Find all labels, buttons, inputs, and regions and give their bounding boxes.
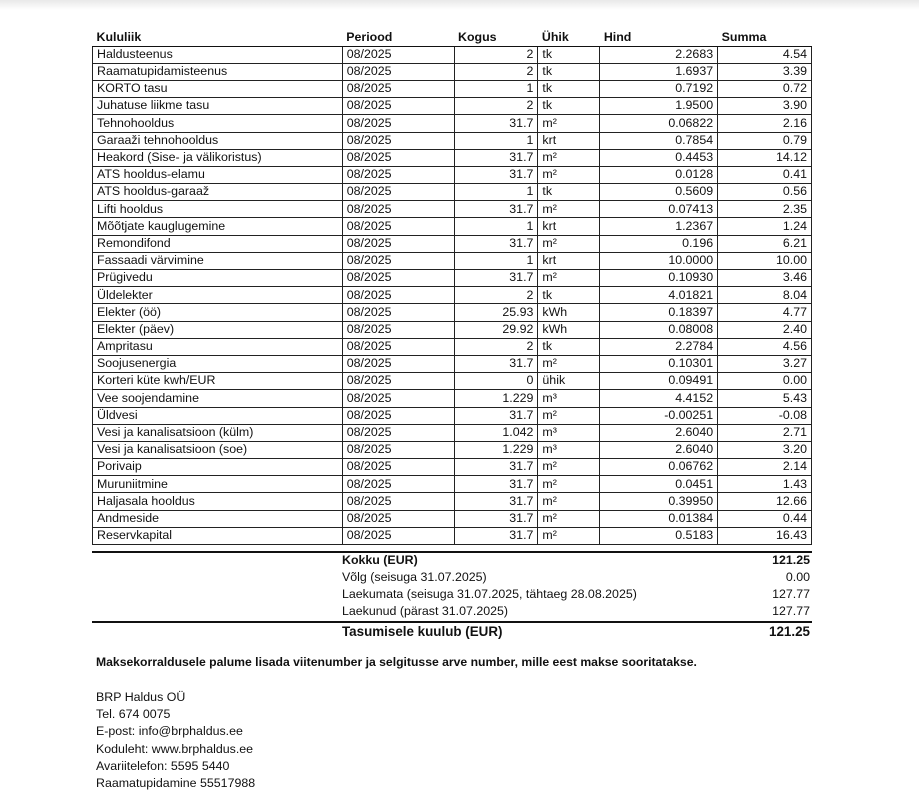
cell-price: 0.4453 (600, 149, 718, 166)
cell-price: 0.18397 (600, 304, 718, 321)
cell-price: 1.2367 (600, 218, 718, 235)
cell-sum: 10.00 (718, 252, 812, 269)
cell-sum: 3.27 (718, 355, 812, 372)
debt-label: Võlg (seisuga 31.07.2025) (342, 570, 487, 584)
received-row (342, 603, 810, 619)
cell-qty: 31.7 (454, 527, 538, 544)
debt-row (342, 569, 810, 585)
cell-sum: 3.39 (718, 63, 812, 80)
table-row (93, 46, 812, 63)
header-period: Periood (342, 30, 454, 46)
due-label: Laekumata (seisuga 31.07.2025, tähtaeg 28.08.2025) (342, 587, 637, 601)
cell-unit: tk (538, 98, 600, 115)
cell-qty: 31.7 (454, 355, 538, 372)
cell-sum: 3.46 (718, 270, 812, 287)
cell-price: 2.2683 (600, 46, 718, 63)
debt-value: 0.00 (785, 570, 810, 584)
cell-unit: tk (538, 338, 600, 355)
total-row (342, 552, 810, 568)
cell-unit: m² (538, 166, 600, 183)
cell-name: Mõõtjate kauglugemine (93, 218, 343, 235)
table-row (93, 98, 812, 115)
table-row (93, 218, 812, 235)
table-row (93, 373, 812, 390)
header-unit: Ühik (538, 30, 600, 46)
cell-unit: m² (538, 149, 600, 166)
table-row (93, 355, 812, 372)
table-row (93, 338, 812, 355)
cell-period: 08/2025 (342, 132, 454, 149)
cell-name: Heakord (Sise- ja välikoristus) (93, 149, 343, 166)
cell-qty: 2 (454, 46, 538, 63)
table-row (93, 115, 812, 132)
cell-qty: 31.7 (454, 149, 538, 166)
table-row (93, 510, 812, 527)
table-row (93, 407, 812, 424)
header-qty: Kogus (454, 30, 538, 46)
cell-period: 08/2025 (342, 218, 454, 235)
header-name: Kululiik (93, 30, 343, 46)
cell-period: 08/2025 (342, 252, 454, 269)
cell-unit: tk (538, 46, 600, 63)
cell-unit: m² (538, 235, 600, 252)
cell-sum: 2.40 (718, 321, 812, 338)
table-row (93, 201, 812, 218)
cell-name: KORTO tasu (93, 80, 343, 97)
company-info (96, 689, 496, 792)
cell-period: 08/2025 (342, 166, 454, 183)
cell-sum: 4.56 (718, 338, 812, 355)
cell-sum: 2.14 (718, 459, 812, 476)
received-value: 127.77 (772, 604, 810, 618)
cell-qty: 31.7 (454, 201, 538, 218)
cell-price: 0.09491 (600, 373, 718, 390)
cell-name: Üldelekter (93, 287, 343, 304)
cell-price: 0.01384 (600, 510, 718, 527)
cell-sum: 0.44 (718, 510, 812, 527)
cell-unit: m² (538, 115, 600, 132)
cell-period: 08/2025 (342, 510, 454, 527)
table-row (93, 149, 812, 166)
cell-sum: 1.24 (718, 218, 812, 235)
cell-sum: 0.00 (718, 373, 812, 390)
company-emergency-phone: Avariitelefon: 5595 5440 (96, 758, 230, 773)
header-sum: Summa (718, 30, 812, 46)
top-shadow (0, 0, 919, 10)
cell-name: Prügivedu (93, 270, 343, 287)
cell-sum: 0.72 (718, 80, 812, 97)
cell-period: 08/2025 (342, 80, 454, 97)
cell-unit: m³ (538, 424, 600, 441)
cell-period: 08/2025 (342, 270, 454, 287)
table-row (93, 527, 812, 544)
cell-qty: 31.7 (454, 459, 538, 476)
cell-sum: -0.08 (718, 407, 812, 424)
table-body (93, 46, 812, 544)
cell-unit: ühik (538, 373, 600, 390)
cell-price: 10.0000 (600, 252, 718, 269)
table-row (93, 235, 812, 252)
cell-name: Porivaip (93, 459, 343, 476)
table-row (93, 321, 812, 338)
cell-unit: tk (538, 184, 600, 201)
cell-qty: 1 (454, 252, 538, 269)
cell-period: 08/2025 (342, 390, 454, 407)
cell-period: 08/2025 (342, 287, 454, 304)
cell-price: 0.39950 (600, 493, 718, 510)
cell-period: 08/2025 (342, 184, 454, 201)
cell-unit: tk (538, 287, 600, 304)
cell-period: 08/2025 (342, 201, 454, 218)
cell-period: 08/2025 (342, 98, 454, 115)
cell-period: 08/2025 (342, 46, 454, 63)
due-value: 127.77 (772, 587, 810, 601)
cell-sum: 2.16 (718, 115, 812, 132)
cell-unit: m² (538, 476, 600, 493)
cell-sum: 12.66 (718, 493, 812, 510)
cell-unit: m² (538, 201, 600, 218)
cell-price: 2.2784 (600, 338, 718, 355)
cell-qty: 1 (454, 132, 538, 149)
header-price: Hind (600, 30, 718, 46)
cell-name: Vesi ja kanalisatsioon (soe) (93, 441, 343, 458)
company-accounting-phone: Raamatupidamine 55517988 (96, 775, 256, 790)
table-row (93, 304, 812, 321)
cell-sum: 4.54 (718, 46, 812, 63)
cell-name: Garaaži tehnohooldus (93, 132, 343, 149)
cell-unit: m² (538, 355, 600, 372)
cell-name: Tehnohooldus (93, 115, 343, 132)
cell-price: 0.08008 (600, 321, 718, 338)
table-row (93, 493, 812, 510)
cell-unit: tk (538, 63, 600, 80)
cell-unit: kWh (538, 304, 600, 321)
cell-qty: 31.7 (454, 476, 538, 493)
cell-name: Elekter (päev) (93, 321, 343, 338)
cell-unit: m² (538, 510, 600, 527)
cell-qty: 2 (454, 63, 538, 80)
table-row (93, 63, 812, 80)
cell-sum: 4.77 (718, 304, 812, 321)
cell-qty: 31.7 (454, 235, 538, 252)
received-label: Laekunud (pärast 31.07.2025) (342, 604, 509, 618)
company-phone: Tel. 674 0075 (96, 707, 171, 722)
cell-qty: 2 (454, 338, 538, 355)
cell-price: 0.07413 (600, 201, 718, 218)
cell-name: Korteri küte kwh/EUR (93, 373, 343, 390)
cell-name: Ampritasu (93, 338, 343, 355)
charges-table (92, 30, 812, 545)
cell-period: 08/2025 (342, 459, 454, 476)
cell-unit: m² (538, 527, 600, 544)
table-row (93, 424, 812, 441)
cell-sum: 2.35 (718, 201, 812, 218)
cell-name: Üldvesi (93, 407, 343, 424)
cell-unit: tk (538, 80, 600, 97)
cell-name: Soojusenergia (93, 355, 343, 372)
company-name: BRP Haldus OÜ (96, 690, 186, 704)
cell-period: 08/2025 (342, 304, 454, 321)
cell-name: Haljasala hooldus (93, 493, 343, 510)
total-value: 121.25 (772, 553, 810, 567)
cell-name: ATS hooldus-elamu (93, 166, 343, 183)
cell-name: Remondifond (93, 235, 343, 252)
cell-name: Raamatupidamisteenus (93, 63, 343, 80)
cell-name: Andmeside (93, 510, 343, 527)
cell-qty: 1 (454, 184, 538, 201)
cell-price: 0.196 (600, 235, 718, 252)
cell-period: 08/2025 (342, 149, 454, 166)
cell-qty: 29.92 (454, 321, 538, 338)
cell-price: 4.01821 (600, 287, 718, 304)
cell-sum: 5.43 (718, 390, 812, 407)
cell-qty: 2 (454, 287, 538, 304)
cell-period: 08/2025 (342, 476, 454, 493)
cell-qty: 2 (454, 98, 538, 115)
cell-price: 0.0451 (600, 476, 718, 493)
payable-value: 121.25 (769, 624, 810, 639)
payment-notice: Maksekorraldusele palume lisada viitenumber ja selgitusse arve number, mille eest makse sooritatakse. (96, 655, 697, 669)
due-row (342, 586, 810, 602)
cell-period: 08/2025 (342, 355, 454, 372)
cell-name: Reservkapital (93, 527, 343, 544)
cell-name: Vesi ja kanalisatsioon (külm) (93, 424, 343, 441)
cell-price: 1.9500 (600, 98, 718, 115)
cell-unit: m² (538, 407, 600, 424)
summary-divider-bottom (92, 621, 812, 623)
cell-qty: 31.7 (454, 166, 538, 183)
cell-sum: 2.71 (718, 424, 812, 441)
cell-qty: 31.7 (454, 270, 538, 287)
cell-period: 08/2025 (342, 373, 454, 390)
cell-name: Lifti hooldus (93, 201, 343, 218)
cell-unit: krt (538, 218, 600, 235)
table-row (93, 287, 812, 304)
cell-price: 2.6040 (600, 441, 718, 458)
cell-price: 1.6937 (600, 63, 718, 80)
table-row (93, 390, 812, 407)
cell-price: 0.7192 (600, 80, 718, 97)
cell-price: 0.5183 (600, 527, 718, 544)
cell-period: 08/2025 (342, 321, 454, 338)
cell-price: 0.06822 (600, 115, 718, 132)
cell-unit: m² (538, 459, 600, 476)
cell-qty: 31.7 (454, 407, 538, 424)
cell-name: ATS hooldus-garaaž (93, 184, 343, 201)
cell-unit: krt (538, 252, 600, 269)
cell-unit: kWh (538, 321, 600, 338)
table-header-row (93, 30, 812, 46)
cell-qty: 1.229 (454, 441, 538, 458)
table-row (93, 252, 812, 269)
table-row (93, 270, 812, 287)
cell-sum: 3.20 (718, 441, 812, 458)
cell-unit: m³ (538, 390, 600, 407)
company-website: Koduleht: www.brphaldus.ee (96, 741, 254, 756)
cell-qty: 1 (454, 80, 538, 97)
table-row (93, 80, 812, 97)
cell-qty: 31.7 (454, 493, 538, 510)
cell-unit: m³ (538, 441, 600, 458)
cell-name: Juhatuse liikme tasu (93, 98, 343, 115)
cell-sum: 3.90 (718, 98, 812, 115)
cell-qty: 31.7 (454, 510, 538, 527)
cell-unit: m² (538, 493, 600, 510)
cell-price: 0.10301 (600, 355, 718, 372)
cell-period: 08/2025 (342, 527, 454, 544)
cell-period: 08/2025 (342, 235, 454, 252)
table-row (93, 459, 812, 476)
cell-qty: 1.229 (454, 390, 538, 407)
cell-price: -0.00251 (600, 407, 718, 424)
cell-sum: 14.12 (718, 149, 812, 166)
cell-name: Fassaadi värvimine (93, 252, 343, 269)
cell-price: 0.06762 (600, 459, 718, 476)
table-row (93, 132, 812, 149)
table-row (93, 441, 812, 458)
cell-qty: 1.042 (454, 424, 538, 441)
cell-price: 2.6040 (600, 424, 718, 441)
cell-price: 4.4152 (600, 390, 718, 407)
table-row (93, 184, 812, 201)
cell-name: Elekter (öö) (93, 304, 343, 321)
cell-period: 08/2025 (342, 63, 454, 80)
cell-period: 08/2025 (342, 493, 454, 510)
cell-price: 0.0128 (600, 166, 718, 183)
cell-qty: 1 (454, 218, 538, 235)
cell-sum: 0.56 (718, 184, 812, 201)
table-row (93, 166, 812, 183)
cell-period: 08/2025 (342, 407, 454, 424)
payable-row (342, 624, 810, 640)
payable-label: Tasumisele kuulub (EUR) (342, 624, 503, 639)
cell-name: Muruniitmine (93, 476, 343, 493)
cell-unit: m² (538, 270, 600, 287)
cell-sum: 16.43 (718, 527, 812, 544)
cell-qty: 0 (454, 373, 538, 390)
cell-period: 08/2025 (342, 115, 454, 132)
cell-sum: 0.41 (718, 166, 812, 183)
cell-price: 0.10930 (600, 270, 718, 287)
cell-unit: krt (538, 132, 600, 149)
cell-price: 0.7854 (600, 132, 718, 149)
cell-period: 08/2025 (342, 424, 454, 441)
cell-period: 08/2025 (342, 338, 454, 355)
cell-sum: 6.21 (718, 235, 812, 252)
cell-name: Vee soojendamine (93, 390, 343, 407)
total-label: Kokku (EUR) (342, 553, 418, 567)
table-row (93, 476, 812, 493)
cell-sum: 0.79 (718, 132, 812, 149)
cell-qty: 25.93 (454, 304, 538, 321)
company-email: E-post: info@brphaldus.ee (96, 724, 243, 739)
cell-period: 08/2025 (342, 441, 454, 458)
cell-price: 0.5609 (600, 184, 718, 201)
cell-name: Haldusteenus (93, 46, 343, 63)
cell-qty: 31.7 (454, 115, 538, 132)
cell-sum: 1.43 (718, 476, 812, 493)
cell-sum: 8.04 (718, 287, 812, 304)
